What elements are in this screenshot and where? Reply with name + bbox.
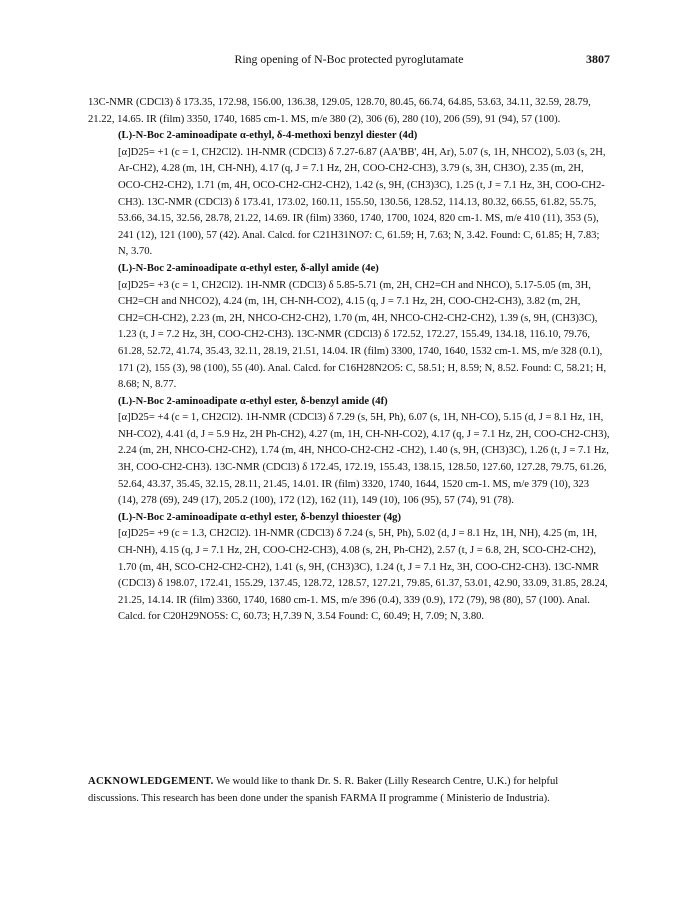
compound-data-4d: [α]D25= +1 (c = 1, CH2Cl2). 1H-NMR (CDCl3) δ 7.27-6.87 (AA'BB', 4H, Ar), 5.07 (s, 1H, NHCO2), 5.03 (s, 2H, Ar-CH2), 4.28 (m, 1H, CH-NH), 4.17 (q, J = 7.1 Hz, 2H, COO-CH2-CH3), 3.79 (s, 3H, CH3O), 2.35 (m, 2H, OCO-CH2-CH2), 1.71 (m, 4H, OCO-CH2-CH2-CH2), 1.42 (s, 9H, (CH3)3C), 1.25 (t, J = 7.1 Hz, 3H, COO-CH2-CH3). 13C-NMR (CDCl3) δ 173.41, 173.02, 160.11, 155.50, 130.56, 128.52, 114.13, 80.32, 66.55, 61.82, 55.75, 53.66, 34.15, 32.56, 28.78, 21.22, 14.69. IR (film) 3360, 1740, 1700, 1024, 820 cm-1. MS, m/e 410 (11), 353 (5), 241 (12), 121 (100), 57 (42). Anal. Calcd. for C21H31NO7: C, 61.59; H, 7.63; N, 3.42. Found: C, 61.85; H, 7.83; N, 3.70. — [118, 146, 606, 258]
compound-data-4e: [α]D25= +3 (c = 1, CH2Cl2). 1H-NMR (CDCl3) δ 5.85-5.71 (m, 2H, CH2=CH and NHCO), 5.17-5.05 (m, 3H, CH2=CH and NHCO2), 4.24 (m, 1H, CH-NH-CO2), 4.15 (q, J = 7.1 Hz, 2H, COO-CH2-CH3), 3.82 (m, 2H, CH2=CH-CH2), 2.23 (m, 2H, NHCO-CH2-CH2), 1.70 (m, 4H, NHCO-CH2-CH2-CH2), 1.39 (s, 9H, (CH3)3C), 1.23 (t, J = 7.2 Hz, 3H, COO-CH2-CH3). 13C-NMR (CDCl3) δ 172.52, 172.27, 155.49, 134.18, 116.10, 79.76, 61.28, 52.72, 41.74, 35.43, 32.11, 28.19, 21.51, 14.04. IR (film) 3300, 1740, 1640, 1532 cm-1. MS, m/e 328 (0.1), 171 (2), 155 (3), 98 (100), 55 (40). Anal. Calcd. for C16H28N2O5: C, 58.51; H, 8.59; N, 8.52. Found: C, 58.21; H, 8.68; N, 8.77. — [118, 279, 607, 391]
compound-heading-4d: (L)-N-Boc 2-aminoadipate α-ethyl, δ-4-methoxi benzyl diester (4d) — [118, 130, 418, 142]
compound-heading-4e: (L)-N-Boc 2-aminoadipate α-ethyl ester, δ-allyl amide (4e) — [118, 262, 379, 274]
compound-heading-4f: (L)-N-Boc 2-aminoadipate α-ethyl ester, δ-benzyl amide (4f) — [118, 395, 388, 407]
experimental-text — [88, 95, 610, 626]
compound-data-4g: [α]D25= +9 (c = 1.3, CH2Cl2). 1H-NMR (CDCl3) δ 7.24 (s, 5H, Ph), 5.02 (d, J = 8.1 Hz, 1H, NH), 4.25 (m, 1H, CH-NH), 4.15 (q, J = 7.1 Hz, 2H, COO-CH2-CH3), 4.08 (s, 2H, Ph-CH2), 2.57 (t, J = 6.8, 2H, SCO-CH2-CH2), 1.70 (m, 4H, SCO-CH2-CH2-CH2), 1.41 (s, 9H, (CH3)3C), 1.24 (t, J = 7.1 Hz, 3H, COO-CH2-CH3). 13C-NMR (CDCl3) δ 198.07, 172.41, 155.29, 137.45, 128.72, 128.57, 127.21, 79.85, 61.37, 53.01, 42.90, 33.09, 31.85, 28.24, 21.25, 14.14. IR (film) 3360, 1740, 1680 cm-1. MS, m/e 396 (0.4), 339 (0.9), 172 (79), 98 (80), 57 (100). Anal. Calcd. for C20H29NO5S: C, 60.73; H,7.39 N, 3.54 Found: C, 60.49; H, 7.09; N, 3.80. — [118, 528, 608, 623]
compound-heading-4g: (L)-N-Boc 2-aminoadipate α-ethyl ester, δ-benzyl thioester (4g) — [118, 511, 401, 523]
acknowledgement-text: We would like to thank Dr. S. R. Baker (Lilly Research Centre, U.K.) for helpful discussions. This research has been done under the spanish FARMA II programme ( Ministerio de Industria). — [88, 776, 559, 804]
acknowledgement-label: ACKNOWLEDGEMENT. — [88, 776, 214, 787]
intro-paragraph: 13C-NMR (CDCl3) δ 173.35, 172.98, 156.00, 136.38, 129.05, 128.70, 80.45, 66.74, 64.85, 53.63, 34.11, 32.59, 28.79, 21.22, 14.65. IR (film) 3350, 1740, 1685 cm-1. MS, m/e 380 (2), 306 (6), 280 (10), 206 (59), 91 (94), 57 (100). — [88, 97, 591, 125]
running-title: Ring opening of N-Boc protected pyroglutamate — [234, 52, 464, 66]
page-number: 3807 — [586, 52, 610, 66]
compound-data-4f: [α]D25= +4 (c = 1, CH2Cl2). 1H-NMR (CDCl3) δ 7.29 (s, 5H, Ph), 6.07 (s, 1H, NH-CO), 5.15 (d, J = 8.1 Hz, 1H, NH-CO2), 4.41 (d, J = 5.9 Hz, 2H Ph-CH2), 4.27 (m, 1H, CH-NH-CO2), 4.17 (q, J = 7.1 Hz, 2H, COO-CH2-CH3), 2.24 (m, 2H, NHCO-CH2-CH2), 1.74 (m, 4H, NHCO-CH2-CH2 -CH2), 1.40 (s, 9H, (CH3)3C), 1.26 (t, J = 7.1 Hz, 3H, COO-CH2-CH3). 13C-NMR (CDCl3) δ 172.45, 172.19, 155.43, 138.15, 128.50, 127.60, 127.28, 79.75, 61.26, 52.64, 43.37, 35.45, 32.15, 28.11, 21.45, 14.01. IR (film) 3320, 1740, 1644, 1520 cm-1. MS, m/e 379 (10), 323 (14), 278 (69), 249 (17), 205.2 (100), 172 (12), 162 (11), 149 (10), 106 (95), 57 (74), 91 (78). — [118, 412, 610, 507]
running-header — [88, 52, 610, 68]
acknowledgement — [88, 774, 610, 807]
